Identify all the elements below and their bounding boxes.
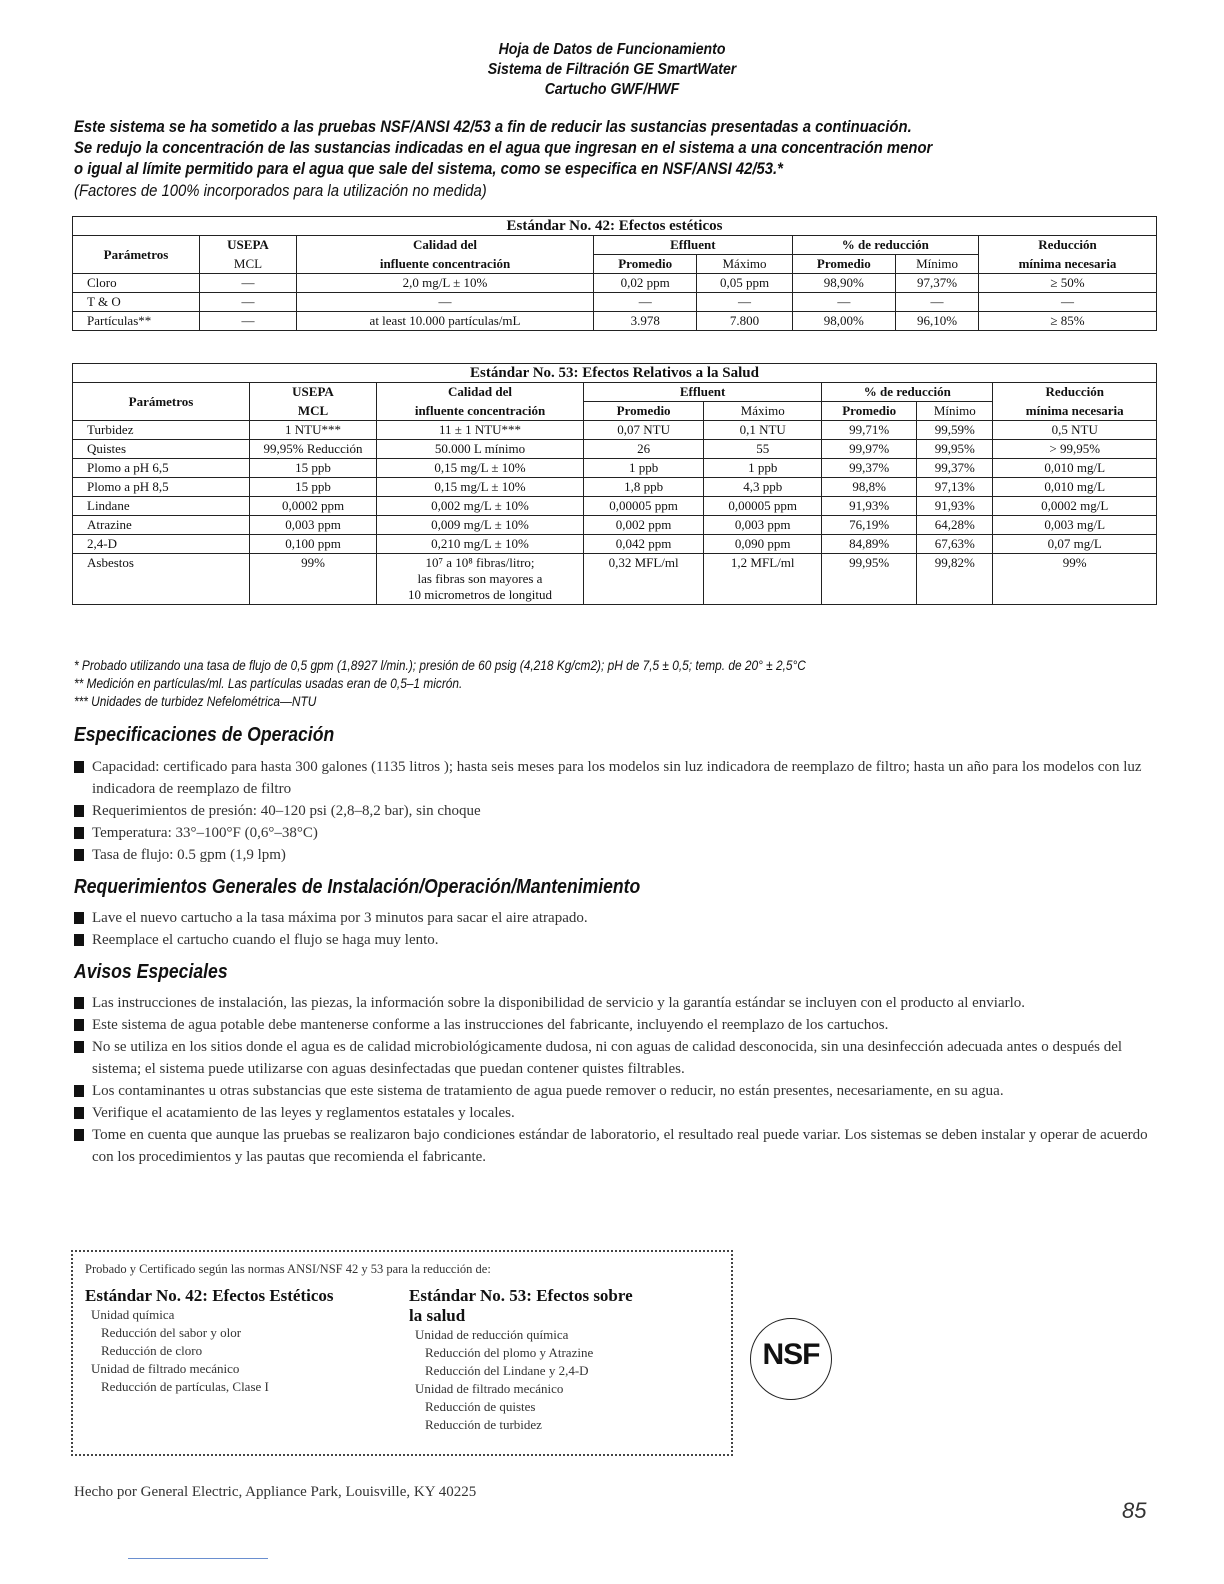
cell-usepa: 0,100 ppm <box>250 535 377 554</box>
nsf-logo-text: NSF <box>762 1338 820 1371</box>
cell-reduccion-promedio: 99,97% <box>822 440 917 459</box>
cell-calidad: 2,0 mg/L ± 10% <box>297 274 594 293</box>
table-caption: Estándar No. 53: Efectos Relativos a la Salud <box>73 364 1157 383</box>
table-row <box>73 516 1157 535</box>
intro-statement <box>74 117 1174 202</box>
list-item: Las instrucciones de instalación, las piezas, la información sobre la disponibilidad de servicio y la garantía estándar se incluyen con el producto al enviarlo. <box>74 992 1154 1014</box>
cell-usepa: — <box>200 312 297 331</box>
list-item: Requerimientos de presión: 40–120 psi (2,8–8,2 bar), sin choque <box>74 800 1154 822</box>
column-title-line-1: Estándar No. 53: Efectos sobre <box>409 1286 633 1305</box>
cell-reduccion-minimo: 99,82% <box>917 554 993 605</box>
unit-mecanico: Unidad de filtrado mecánico <box>415 1381 564 1396</box>
cell-calidad: at least 10.000 partículas/mL <box>297 312 594 331</box>
cell-reduccion-necesaria: 0,010 mg/L <box>993 478 1157 497</box>
cell-parametro: Turbidez <box>73 421 250 440</box>
cell-usepa: 15 ppb <box>250 478 377 497</box>
list-item: Capacidad: certificado para hasta 300 galones (1135 litros ); hasta seis meses para los modelos sin luz indicadora de reemplazo de filtro; hasta un año para los modelos con luz indicadora de reemplazo de filtro <box>74 756 1154 800</box>
intro-line-1: Este sistema se ha sometido a las pruebas NSF/ANSI 42/53 a fin de reducir las sustancias presentadas a continuación. <box>74 118 912 136</box>
cell-effluent-promedio: 0,002 ppm <box>584 516 704 535</box>
cell-parametro: Quistes <box>73 440 250 459</box>
document-title <box>73 40 1150 100</box>
cell-effluent-maximo: 4,3 ppb <box>704 478 822 497</box>
cell-reduccion-minimo: 91,93% <box>917 497 993 516</box>
list-item: Tasa de flujo: 0.5 gpm (1,9 lpm) <box>74 844 1154 866</box>
install-heading: Requerimientos Generales de Instalación/Operación/Mantenimiento <box>74 876 641 898</box>
cell-reduccion-promedio: 91,93% <box>822 497 917 516</box>
header-promedio: Promedio <box>594 255 697 274</box>
unit-quimica: Unidad de reducción química <box>415 1327 569 1342</box>
unit-mecanico: Unidad de filtrado mecánico <box>91 1361 240 1376</box>
install-list <box>74 907 1154 951</box>
header-reduccion: % de reducción <box>822 383 993 402</box>
page-number: 85 <box>1122 1498 1147 1523</box>
column-title: Estándar No. 42: Efectos Estéticos <box>85 1286 334 1305</box>
title-line-2: Sistema de Filtración GE SmartWater <box>487 61 737 78</box>
cell-reduccion-promedio: 99,71% <box>822 421 917 440</box>
nsf-logo-icon <box>750 1318 832 1400</box>
factors-note: (Factores de 100% incorporados para la utilización no medida) <box>74 182 487 200</box>
header-mcl: MCL <box>250 402 377 421</box>
header-calidad: Calidad del <box>297 236 594 255</box>
cell-effluent-maximo: 0,003 ppm <box>704 516 822 535</box>
cell-parametro: Plomo a pH 8,5 <box>73 478 250 497</box>
table-row <box>73 421 1157 440</box>
cell-calidad: 50.000 L mínimo <box>377 440 584 459</box>
item-turbidez: Reducción de turbidez <box>425 1417 542 1432</box>
header-concentracion: influente concentración <box>377 402 584 421</box>
cell-effluent-promedio: 0,07 NTU <box>584 421 704 440</box>
cell-effluent-promedio: 0,02 ppm <box>594 274 697 293</box>
item-sabor-olor: Reducción del sabor y olor <box>101 1325 242 1340</box>
cell-calidad: 0,210 mg/L ± 10% <box>377 535 584 554</box>
cell-calidad: 0,002 mg/L ± 10% <box>377 497 584 516</box>
cell-reduccion-promedio: 76,19% <box>822 516 917 535</box>
cell-parametro: T & O <box>73 293 200 312</box>
cell-parametro: Cloro <box>73 274 200 293</box>
cell-effluent-maximo: 0,05 ppm <box>697 274 792 293</box>
cell-reduccion-promedio: 98,8% <box>822 478 917 497</box>
title-line-1: Hoja de Datos de Funcionamiento <box>498 41 726 58</box>
cell-calidad: 11 ± 1 NTU*** <box>377 421 584 440</box>
cell-effluent-maximo: — <box>697 293 792 312</box>
header-minima-necesaria: mínima necesaria <box>993 402 1157 421</box>
cell-parametro: Atrazine <box>73 516 250 535</box>
header-calidad: Calidad del <box>377 383 584 402</box>
cell-effluent-promedio: 0,00005 ppm <box>584 497 704 516</box>
header-reduccion: % de reducción <box>792 236 978 255</box>
cell-calidad-line-1: 10⁷ a 10⁸ fibras/litro; <box>425 555 535 570</box>
certification-column-42 <box>85 1286 395 1396</box>
cell-reduccion-promedio: 84,89% <box>822 535 917 554</box>
table-row <box>73 554 1157 605</box>
cell-usepa: — <box>200 293 297 312</box>
cell-effluent-promedio: 1,8 ppb <box>584 478 704 497</box>
table-row <box>73 293 1157 312</box>
item-cloro: Reducción de cloro <box>101 1343 203 1358</box>
footnotes <box>74 657 906 711</box>
title-line-3: Cartucho GWF/HWF <box>544 81 680 98</box>
column-title-line-2: la salud <box>409 1306 466 1325</box>
manufacturer-note: Hecho por General Electric, Appliance Park, Louisville, KY 40225 <box>74 1484 477 1500</box>
divider <box>128 1558 268 1559</box>
list-item: Verifique el acatamiento de las leyes y reglamentos estatales y locales. <box>74 1102 1154 1124</box>
intro-line-2: Se redujo la concentración de las sustancias indicadas en el agua que ingresan en el sistema a una concentración menor <box>74 139 933 157</box>
cell-calidad: 0,15 mg/L ± 10% <box>377 478 584 497</box>
header-minimo: Mínimo <box>917 402 993 421</box>
list-item: Este sistema de agua potable debe mantenerse conforme a las instrucciones del fabricante, incluyendo el reemplazo de los cartuchos. <box>74 1014 1154 1036</box>
header-promedio-red: Promedio <box>822 402 917 421</box>
header-usepa: USEPA <box>200 236 297 255</box>
header-reduccion-minima: Reducción <box>993 383 1157 402</box>
cell-calidad-line-3: 10 micrometros de longitud <box>407 587 553 602</box>
header-parametros: Parámetros <box>73 383 250 421</box>
cell-reduccion-minimo: — <box>896 293 979 312</box>
header-effluent: Effluent <box>584 383 822 402</box>
cell-effluent-maximo: 0,00005 ppm <box>704 497 822 516</box>
cell-parametro: Asbestos <box>73 554 250 605</box>
cell-reduccion-necesaria: > 99,95% <box>993 440 1157 459</box>
cell-reduccion-promedio: — <box>792 293 895 312</box>
cell-calidad <box>377 554 584 605</box>
header-reduccion-minima: Reducción <box>979 236 1157 255</box>
cell-reduccion-necesaria: — <box>979 293 1157 312</box>
list-item: Reemplace el cartucho cuando el flujo se haga muy lento. <box>74 929 1154 951</box>
table-caption: Estándar No. 42: Efectos estéticos <box>73 217 1157 236</box>
header-maximo: Máximo <box>697 255 792 274</box>
cell-effluent-promedio: 0,042 ppm <box>584 535 704 554</box>
cell-reduccion-necesaria: ≥ 50% <box>979 274 1157 293</box>
header-minima-necesaria: mínima necesaria <box>979 255 1157 274</box>
cell-reduccion-minimo: 96,10% <box>896 312 979 331</box>
cell-usepa: 1 NTU*** <box>250 421 377 440</box>
cell-effluent-promedio: 26 <box>584 440 704 459</box>
cell-reduccion-necesaria: 0,0002 mg/L <box>993 497 1157 516</box>
list-item: Tome en cuenta que aunque las pruebas se realizaron bajo condiciones estándar de laboratorio, el resultado real puede variar. Los sistemas se deben instalar y operar de acuerdo con los procedimientos y las pautas que recomienda el fabricante. <box>74 1124 1154 1168</box>
cell-parametro: Lindane <box>73 497 250 516</box>
cell-calidad: 0,009 mg/L ± 10% <box>377 516 584 535</box>
cell-calidad: 0,15 mg/L ± 10% <box>377 459 584 478</box>
footnote-3: *** Unidades de turbidez Nefelométrica—NTU <box>74 694 317 709</box>
table-row <box>73 440 1157 459</box>
cell-effluent-maximo: 0,090 ppm <box>704 535 822 554</box>
standard-42-table <box>72 216 1157 331</box>
unit-quimica: Unidad química <box>91 1307 175 1322</box>
certification-intro: Probado y Certificado según las normas ANSI/NSF 42 y 53 para la reducción de: <box>85 1262 491 1276</box>
standard-53-table <box>72 363 1157 605</box>
list-item: Lave el nuevo cartucho a la tasa máxima por 3 minutos para sacar el aire atrapado. <box>74 907 1154 929</box>
table-row <box>73 312 1157 331</box>
cell-reduccion-minimo: 97,37% <box>896 274 979 293</box>
cell-reduccion-necesaria: ≥ 85% <box>979 312 1157 331</box>
table-row <box>73 478 1157 497</box>
header-promedio: Promedio <box>584 402 704 421</box>
item-particulas: Reducción de partículas, Clase I <box>101 1379 269 1394</box>
cell-reduccion-necesaria: 0,003 mg/L <box>993 516 1157 535</box>
cell-effluent-promedio: — <box>594 293 697 312</box>
avisos-heading: Avisos Especiales <box>74 961 228 983</box>
header-promedio-red: Promedio <box>792 255 895 274</box>
cell-parametro: Partículas** <box>73 312 200 331</box>
header-mcl: MCL <box>200 255 297 274</box>
cell-reduccion-promedio: 98,90% <box>792 274 895 293</box>
cell-usepa: 15 ppb <box>250 459 377 478</box>
footnote-2: ** Medición en partículas/ml. Las partículas usadas eran de 0,5–1 micrón. <box>74 676 463 691</box>
cell-calidad: — <box>297 293 594 312</box>
spec-list <box>74 756 1154 866</box>
table-row <box>73 274 1157 293</box>
item-quistes: Reducción de quistes <box>425 1399 536 1414</box>
cell-reduccion-promedio: 99,95% <box>822 554 917 605</box>
cell-reduccion-necesaria: 0,5 NTU <box>993 421 1157 440</box>
cell-reduccion-minimo: 99,95% <box>917 440 993 459</box>
cell-parametro: Plomo a pH 6,5 <box>73 459 250 478</box>
cell-usepa: 0,0002 ppm <box>250 497 377 516</box>
header-usepa: USEPA <box>250 383 377 402</box>
header-minimo: Mínimo <box>896 255 979 274</box>
list-item: Los contaminantes u otras substancias que este sistema de tratamiento de agua puede remover o reducir, no están presentes, necesariamente, en su agua. <box>74 1080 1154 1102</box>
item-lindane: Reducción del Lindane y 2,4-D <box>425 1363 589 1378</box>
cell-effluent-promedio: 1 ppb <box>584 459 704 478</box>
cell-effluent-promedio: 3.978 <box>594 312 697 331</box>
cell-reduccion-minimo: 99,59% <box>917 421 993 440</box>
header-concentracion: influente concentración <box>297 255 594 274</box>
cell-effluent-maximo: 55 <box>704 440 822 459</box>
avisos-list <box>74 992 1154 1168</box>
cell-effluent-promedio: 0,32 MFL/ml <box>584 554 704 605</box>
cell-usepa: 0,003 ppm <box>250 516 377 535</box>
cell-usepa: 99% <box>250 554 377 605</box>
header-effluent: Effluent <box>594 236 793 255</box>
cell-reduccion-necesaria: 99% <box>993 554 1157 605</box>
cell-reduccion-promedio: 99,37% <box>822 459 917 478</box>
cell-effluent-maximo: 7.800 <box>697 312 792 331</box>
cell-effluent-maximo: 1,2 MFL/ml <box>704 554 822 605</box>
cell-reduccion-minimo: 97,13% <box>917 478 993 497</box>
header-maximo: Máximo <box>704 402 822 421</box>
intro-line-3: o igual al límite permitido para el agua que sale del sistema, como se especifica en NSF/ANSI 42/53.* <box>74 160 783 178</box>
cell-reduccion-promedio: 98,00% <box>792 312 895 331</box>
cell-effluent-maximo: 0,1 NTU <box>704 421 822 440</box>
cell-effluent-maximo: 1 ppb <box>704 459 822 478</box>
cell-usepa: 99,95% Reducción <box>250 440 377 459</box>
cell-parametro: 2,4-D <box>73 535 250 554</box>
list-item: No se utiliza en los sitios donde el agua es de calidad microbiológicamente dudosa, ni con aguas de calidad desconocida, sin una desinfección adecuada antes o después del sistema; el sistema puede utilizarse con aguas desinfectadas que puedan contener quistes filtrables. <box>74 1036 1154 1080</box>
cell-reduccion-minimo: 99,37% <box>917 459 993 478</box>
table-row <box>73 497 1157 516</box>
header-parametros: Parámetros <box>73 236 200 274</box>
footnote-1: * Probado utilizando una tasa de flujo de 0,5 gpm (1,8927 l/min.); presión de 60 psig (4,218 Kg/cm2); pH de 7,5 ± 0,5; temp. de 20° ± 2,5°C <box>74 658 806 673</box>
cell-reduccion-minimo: 67,63% <box>917 535 993 554</box>
cell-reduccion-minimo: 64,28% <box>917 516 993 535</box>
table-row <box>73 459 1157 478</box>
table-row <box>73 535 1157 554</box>
item-plomo-atrazine: Reducción del plomo y Atrazine <box>425 1345 594 1360</box>
certification-column-53 <box>409 1286 719 1434</box>
cell-reduccion-necesaria: 0,07 mg/L <box>993 535 1157 554</box>
cell-calidad-line-2: las fibras son mayores a <box>417 571 543 586</box>
certification-box <box>71 1250 733 1456</box>
cell-reduccion-necesaria: 0,010 mg/L <box>993 459 1157 478</box>
spec-heading: Especificaciones de Operación <box>74 724 335 746</box>
list-item: Temperatura: 33°–100°F (0,6°–38°C) <box>74 822 1154 844</box>
cell-usepa: — <box>200 274 297 293</box>
